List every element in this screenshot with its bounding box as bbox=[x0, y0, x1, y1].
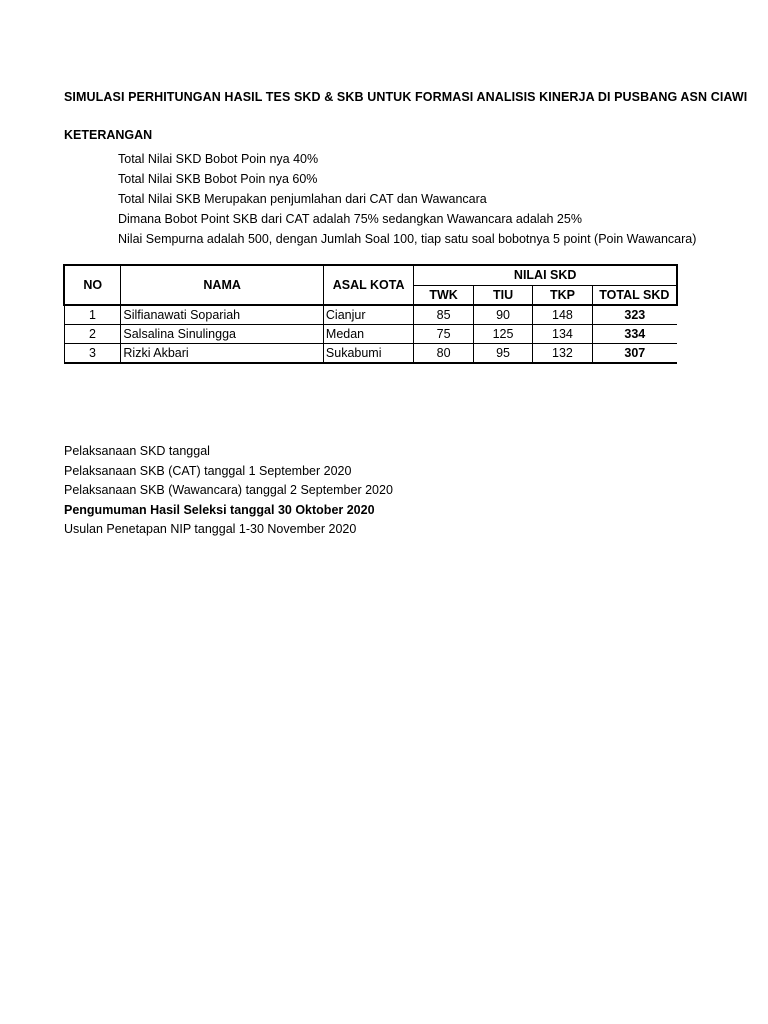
cell-tkp: 134 bbox=[533, 325, 592, 344]
cell-total-skd: 307 bbox=[592, 344, 677, 364]
table-row bbox=[64, 325, 677, 344]
cell-total-skd: 334 bbox=[592, 325, 677, 344]
cell-tiu: 90 bbox=[473, 305, 532, 325]
header-nilai-skd: NILAI SKD bbox=[414, 265, 677, 285]
cell-no: 3 bbox=[64, 344, 121, 364]
header-tkp: TKP bbox=[533, 285, 592, 305]
cell-nama: Salsalina Sinulingga bbox=[121, 325, 324, 344]
header-asal-kota: ASAL KOTA bbox=[323, 265, 413, 305]
table-header bbox=[64, 265, 677, 305]
keterangan-item: Total Nilai SKD Bobot Poin nya 40% bbox=[118, 152, 319, 166]
keterangan-item: Nilai Sempurna adalah 500, dengan Jumlah Soal 100, tiap satu soal bobotnya 5 point (Poin Wawancara) bbox=[118, 232, 697, 246]
schedule-item: Pengumuman Hasil Seleksi tanggal 30 Oktober 2020 bbox=[64, 502, 375, 517]
cell-twk: 80 bbox=[414, 344, 474, 364]
cell-no: 1 bbox=[64, 305, 121, 325]
keterangan-item: Total Nilai SKB Merupakan penjumlahan dari CAT dan Wawancara bbox=[118, 192, 487, 206]
schedule-item: Pelaksanaan SKB (CAT) tanggal 1 September 2020 bbox=[64, 463, 352, 478]
schedule-item: Usulan Penetapan NIP tanggal 1-30 November 2020 bbox=[64, 522, 357, 536]
cell-asal-kota: Cianjur bbox=[323, 305, 413, 325]
cell-tkp: 132 bbox=[533, 344, 592, 364]
cell-twk: 75 bbox=[414, 325, 474, 344]
keterangan-heading: KETERANGAN bbox=[64, 128, 153, 142]
cell-total-skd: 323 bbox=[592, 305, 677, 325]
cell-twk: 85 bbox=[414, 305, 474, 325]
cell-tiu: 95 bbox=[473, 344, 532, 364]
cell-asal-kota: Medan bbox=[323, 325, 413, 344]
schedule-item: Pelaksanaan SKB (Wawancara) tanggal 2 September 2020 bbox=[64, 483, 393, 497]
table-row bbox=[64, 305, 677, 325]
keterangan-item: Total Nilai SKB Bobot Poin nya 60% bbox=[118, 172, 318, 186]
cell-tkp: 148 bbox=[533, 305, 592, 325]
header-twk: TWK bbox=[414, 285, 474, 305]
schedule-list bbox=[64, 442, 393, 540]
header-total-skd: TOTAL SKD bbox=[592, 285, 677, 305]
score-table bbox=[63, 264, 678, 364]
header-no: NO bbox=[64, 265, 121, 305]
keterangan-list bbox=[118, 149, 697, 249]
cell-asal-kota: Sukabumi bbox=[323, 344, 413, 364]
table-row bbox=[64, 344, 677, 364]
cell-no: 2 bbox=[64, 325, 121, 344]
cell-nama: Rizki Akbari bbox=[121, 344, 324, 364]
schedule-item: Pelaksanaan SKD tanggal bbox=[64, 444, 210, 458]
keterangan-item: Dimana Bobot Point SKB dari CAT adalah 75% sedangkan Wawancara adalah 25% bbox=[118, 212, 582, 226]
header-nama: NAMA bbox=[121, 265, 324, 305]
cell-nama: Silfianawati Sopariah bbox=[121, 305, 324, 325]
header-tiu: TIU bbox=[473, 285, 532, 305]
page-title: SIMULASI PERHITUNGAN HASIL TES SKD & SKB UNTUK FORMASI ANALISIS KINERJA DI PUSBANG ASN CIAWI bbox=[64, 90, 748, 104]
cell-tiu: 125 bbox=[473, 325, 532, 344]
